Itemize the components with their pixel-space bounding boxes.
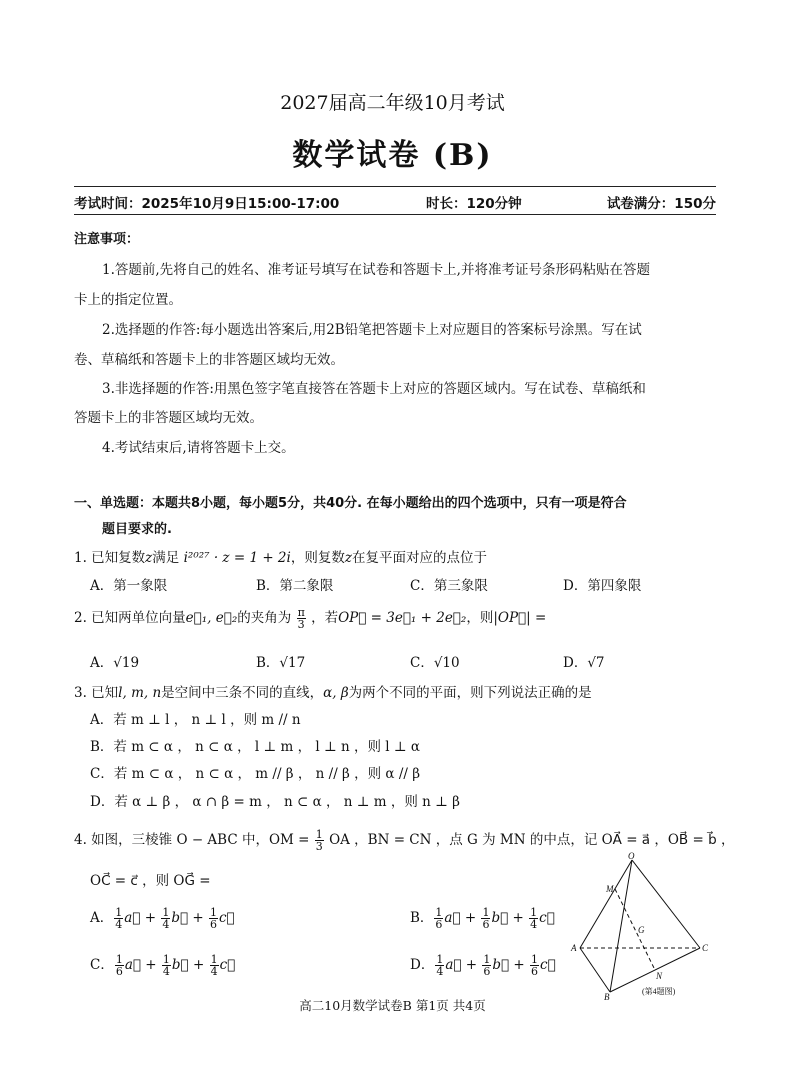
note-line: 答题卡上的非答题区域均无效。 <box>74 410 263 426</box>
info-bottom-divider <box>74 214 716 215</box>
fraction: $\frac{1}{4}$ <box>210 953 218 978</box>
q4-option-c: C． $\frac{1}{6}$ a⃗ + $\frac{1}{4}$ b⃗ + $\frac{1}{4}$ c⃗ <box>90 953 236 978</box>
fraction: $\frac{1}{6}$ <box>482 906 490 931</box>
fraction: $\frac{1}{4}$ <box>436 953 444 978</box>
fraction: $\frac{1}{4}$ <box>162 906 170 931</box>
fraction: $\frac{1}{6}$ <box>435 906 443 931</box>
label-C: C <box>702 943 709 953</box>
section-heading: 一、单选题：本题共8小题，每小题5分，共40分. 在每小题给出的四个选项中，只有一项是符合 <box>74 496 627 511</box>
page-footer: 高二10月数学试卷B 第1页 共4页 <box>299 998 486 1013</box>
edge-OB <box>610 860 632 992</box>
section-heading-cont: 题目要求的. <box>102 522 172 537</box>
fraction: $\frac{1}{6}$ <box>209 906 217 931</box>
question-4-stem-cont: OC⃗ = c⃗ ，则 OG⃗ = <box>90 873 211 889</box>
q2-option-c: C．√10 <box>410 655 460 671</box>
notes-title: 注意事项： <box>74 232 140 247</box>
question-1-stem: 1. 已知复数z满足 i²⁰²⁷ · z = 1 + 2i，则复数z在复平面对应的点位于 <box>74 550 487 566</box>
question-2-stem: 2. 已知两单位向量e⃗₁, e⃗₂的夹角为 $\frac{\pi}{3}$ ，若OP⃗ = 3e⃗₁ + 2e⃗₂，则|OP⃗| = <box>74 606 547 631</box>
label-G: G <box>638 925 645 935</box>
label-N: N <box>656 971 663 981</box>
q3-option-b: B．若 m ⊂ α ， n ⊂ α ， l ⊥ m ， l ⊥ n ，则 l ⊥ α <box>90 739 420 755</box>
label-B: B <box>604 992 610 1002</box>
note-line: 卷、草稿纸和答题卡上的非答题区域均无效。 <box>74 352 344 368</box>
q1-option-c: C．第三象限 <box>410 578 488 594</box>
fraction: $\frac{1}{3}$ <box>315 828 323 853</box>
fraction: $\frac{1}{6}$ <box>483 953 491 978</box>
edge-BC <box>610 948 700 992</box>
q2-option-d: D．√7 <box>563 655 605 671</box>
figure-caption: (第4题图) <box>642 987 676 996</box>
fraction: $\frac{1}{4}$ <box>115 906 123 931</box>
exam-score: 试卷满分：150分 <box>606 196 716 212</box>
note-line: 1.答题前,先将自己的姓名、准考证号填写在试卷和答题卡上,并将准考证号条形码粘贴在答题 <box>102 262 650 278</box>
q3-option-c: C．若 m ⊂ α ， n ⊂ α ， m // β ， n // β ，则 α // β <box>90 766 421 782</box>
fraction: $\frac{1}{4}$ <box>162 953 170 978</box>
question-4-stem: 4. 如图，三棱锥 O − ABC 中，OM = $\frac{1}{3}$ OA ，BN = CN ，点 G 为 MN 的中点，记 OA⃗ = a⃗ ，OB⃗ = b⃗ ， <box>74 828 735 853</box>
exam-title-main: 数学试卷 (B) <box>292 138 493 173</box>
exam-time: 考试时间：2025年10月9日15:00-17:00 <box>74 196 340 212</box>
note-line: 2.选择题的作答:每小题选出答案后,用2B铅笔把答题卡上对应题目的答案标号涂黑。写在试 <box>102 322 642 338</box>
q3-option-a: A．若 m ⊥ l ， n ⊥ l ，则 m // n <box>90 712 301 728</box>
q4-option-b: B． $\frac{1}{6}$ a⃗ + $\frac{1}{6}$ b⃗ + $\frac{1}{4}$ c⃗ <box>410 906 555 931</box>
segment-MN <box>615 889 655 970</box>
q2-option-a: A．√19 <box>90 655 140 671</box>
q2-option-b: B．√17 <box>256 655 306 671</box>
question-3-stem: 3. 已知l, m, n是空间中三条不同的直线，α, β为两个不同的平面，则下列说法正确的是 <box>74 685 592 701</box>
note-line: 3.非选择题的作答:用黑色签字笔直接答在答题卡上对应的答题区域内。写在试卷、草稿纸和 <box>102 381 646 397</box>
q4-option-d: D． $\frac{1}{4}$ a⃗ + $\frac{1}{6}$ b⃗ + $\frac{1}{6}$ c⃗ <box>410 953 556 978</box>
info-top-divider <box>74 186 716 187</box>
fraction: $\frac{1}{6}$ <box>115 953 123 978</box>
label-O: O <box>628 852 635 861</box>
exam-duration: 时长：120分钟 <box>426 196 522 212</box>
q1-option-d: D．第四象限 <box>563 578 642 594</box>
label-A: A <box>571 943 577 953</box>
fraction: $\frac{1}{4}$ <box>530 906 538 931</box>
exam-title-top: 2027届高二年级10月考试 <box>280 92 505 114</box>
q4-option-a: A． $\frac{1}{4}$ a⃗ + $\frac{1}{4}$ b⃗ + $\frac{1}{6}$ c⃗ <box>90 906 235 931</box>
note-line: 卡上的指定位置。 <box>74 292 182 308</box>
q3-option-d: D．若 α ⊥ β ， α ∩ β = m ， n ⊂ α ， n ⊥ m ，则 n ⊥ β <box>90 794 460 810</box>
q1-option-a: A．第一象限 <box>90 578 168 594</box>
fraction: $\frac{\pi}{3}$ <box>297 606 305 631</box>
q1-option-b: B．第二象限 <box>256 578 334 594</box>
edge-AB <box>580 948 610 992</box>
tetrahedron-figure <box>568 852 718 1002</box>
note-line: 4.考试结束后,请将答题卡上交。 <box>102 440 295 456</box>
fraction: $\frac{1}{6}$ <box>531 953 539 978</box>
label-M: M <box>606 884 614 894</box>
